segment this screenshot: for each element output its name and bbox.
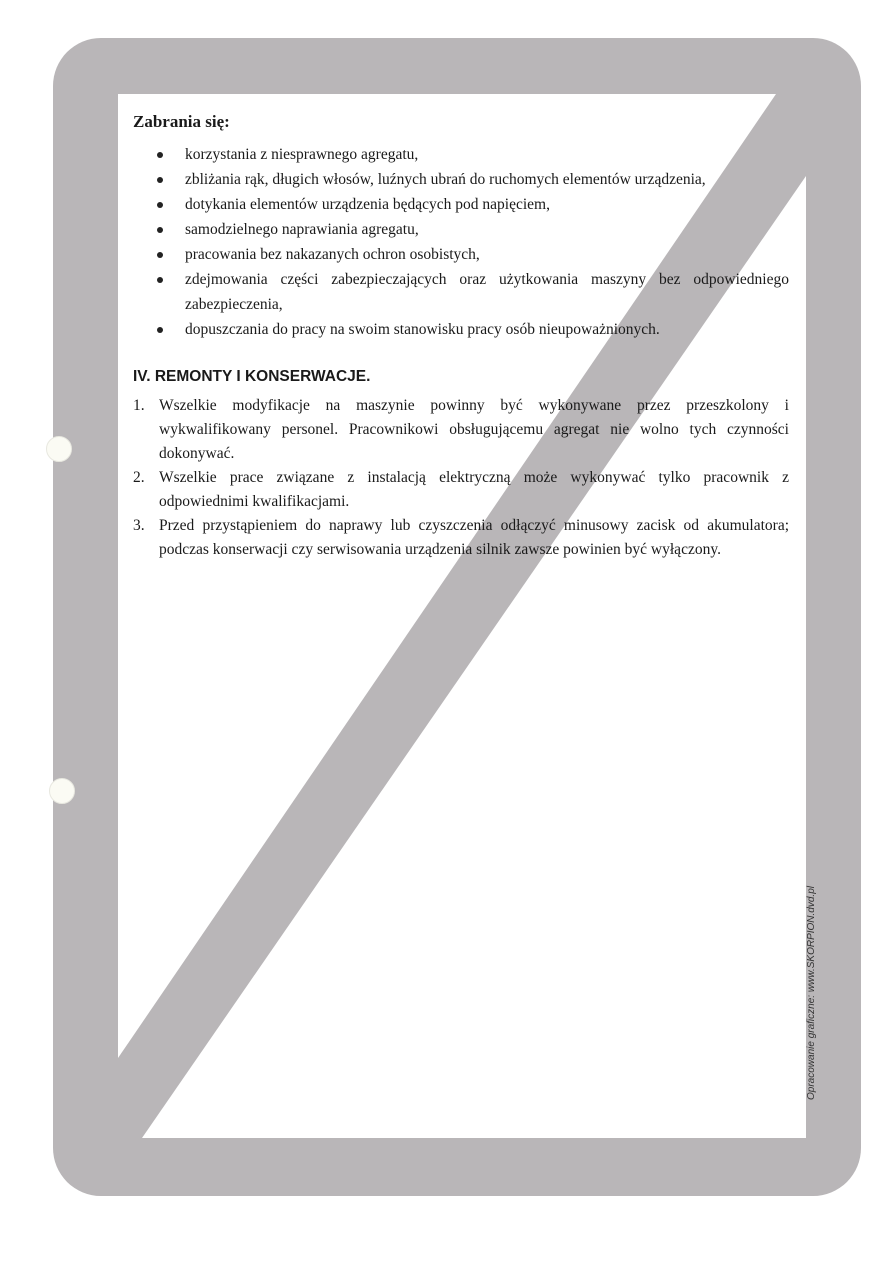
graphic-credit: Opracowanie graficzne: www.SKORPION.dvd.pl: [806, 886, 817, 1100]
bullet-icon: [157, 252, 163, 258]
list-item: zdejmowania części zabezpieczających oraz użytkowania maszyny bez odpowiedniego zabezpieczenia,: [133, 267, 789, 317]
prohibitions-list: [133, 142, 789, 342]
list-item: samodzielnego naprawiania agregatu,: [133, 217, 789, 242]
bullet-icon: [157, 327, 163, 333]
list-item: dotykania elementów urządzenia będących pod napięciem,: [133, 192, 789, 217]
list-item: zbliżania rąk, długich włosów, luźnych ubrań do ruchomych elementów urządzenia,: [133, 167, 789, 192]
list-item: 2. Wszelkie prace związane z instalacją elektryczną może wykonywać tylko pracownik z odpowiednimi kwalifikacjami.: [133, 469, 789, 510]
bullet-icon: [157, 202, 163, 208]
list-item: 1. Wszelkie modyfikacje na maszynie powinny być wykonywane przez przeszkolony i wykwalifikowany personel. Pracownikowi obsługującemu agregat nie wolno tych czynności dokonywać.: [133, 397, 789, 462]
punch-hole-top: [46, 436, 72, 462]
maintenance-list: [133, 394, 789, 562]
prohibitions-heading: Zabrania się:: [133, 112, 230, 131]
document-body: [133, 112, 789, 562]
punch-hole-bottom: [49, 778, 75, 804]
bullet-icon: [157, 277, 163, 283]
list-item: 3. Przed przystąpieniem do naprawy lub czyszczenia odłączyć minusowy zacisk od akumulatora; podczas konserwacji czy serwisowania urządzenia silnik zawsze powinien być wyłączony.: [133, 517, 789, 558]
list-item: pracowania bez nakazanych ochron osobistych,: [133, 242, 789, 267]
list-item: korzystania z niesprawnego agregatu,: [133, 142, 789, 167]
bullet-icon: [157, 177, 163, 183]
section-heading: IV. REMONTY I KONSERWACJE.: [133, 368, 371, 385]
bullet-icon: [157, 227, 163, 233]
bullet-icon: [157, 152, 163, 158]
list-item: dopuszczania do pracy na swoim stanowisku pracy osób nieupoważnionych.: [133, 317, 789, 342]
